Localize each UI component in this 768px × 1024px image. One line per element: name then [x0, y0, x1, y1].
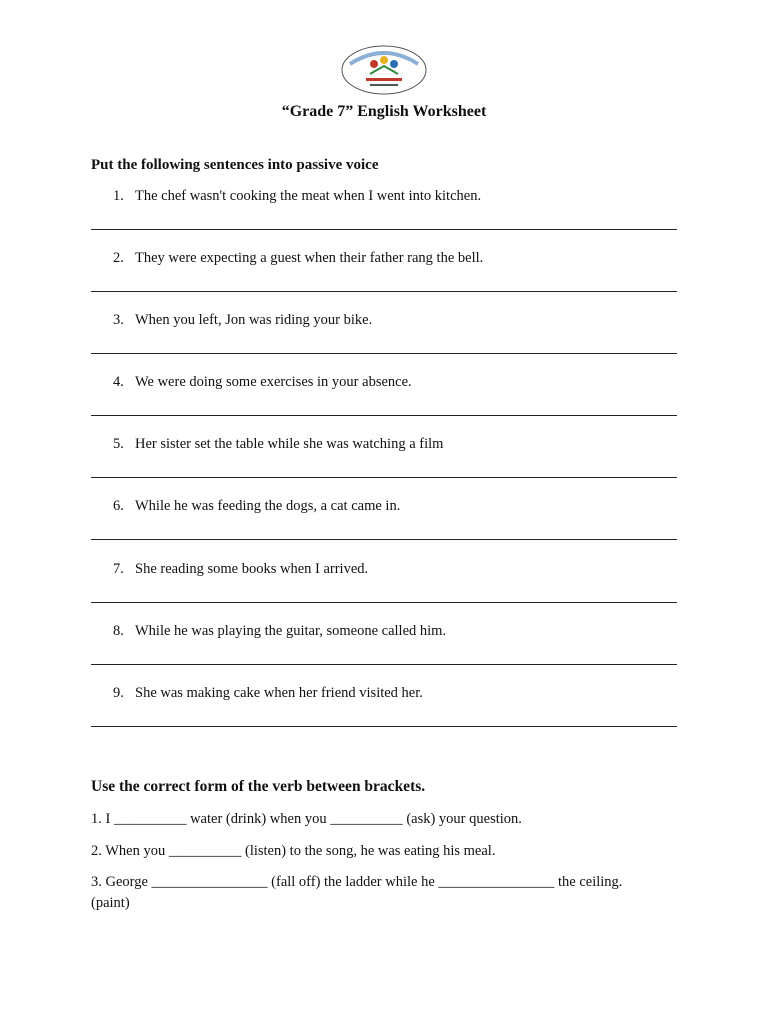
item-number: 5.: [113, 436, 124, 453]
item-sentence: While he was playing the guitar, someone called him.: [135, 622, 447, 639]
item-sentence: She was making cake when her friend visited her.: [135, 684, 423, 701]
answer-line[interactable]: [91, 229, 677, 230]
passive-item-1: [91, 183, 681, 245]
passive-voice-heading: Put the following sentences into passive voice: [91, 157, 379, 173]
passive-item-2: [91, 245, 681, 307]
answer-line[interactable]: [91, 539, 677, 540]
answer-line[interactable]: [91, 664, 677, 665]
item-sentence: We were doing some exercises in your absence.: [135, 374, 412, 391]
answer-line[interactable]: [91, 415, 677, 416]
item-sentence: They were expecting a guest when their father rang the bell.: [135, 250, 484, 267]
passive-item-8: [91, 618, 681, 680]
item-sentence: While he was feeding the dogs, a cat came in.: [135, 498, 401, 515]
passive-item-4: [91, 369, 681, 431]
item-number: 8.: [113, 622, 124, 639]
verb-item-1: 1. I __________ water (drink) when you __________ (ask) your question.: [91, 811, 522, 827]
item-sentence: She reading some books when I arrived.: [135, 560, 369, 577]
passive-item-9: [91, 680, 681, 742]
passive-item-5: [91, 431, 681, 493]
verb-form-heading: Use the correct form of the verb between brackets.: [91, 778, 426, 795]
passive-item-6: [91, 493, 681, 555]
item-number: 2.: [113, 250, 124, 267]
item-number: 1.: [113, 188, 124, 204]
answer-line[interactable]: [91, 353, 677, 354]
answer-line[interactable]: [91, 477, 677, 478]
item-number: 7.: [113, 560, 124, 577]
worksheet-title: “Grade 7” English Worksheet: [281, 103, 487, 120]
school-logo: [340, 44, 428, 96]
item-number: 4.: [113, 374, 124, 391]
item-sentence: When you left, Jon was riding your bike.: [135, 312, 373, 329]
verb-item-3: 3. George ________________ (fall off) the ladder while he ________________ the ceiling. (paint): [91, 874, 623, 911]
item-sentence: Her sister set the table while she was watching a film: [135, 436, 444, 453]
item-sentence: The chef wasn't cooking the meat when I went into kitchen.: [135, 188, 482, 204]
passive-voice-list: [91, 183, 681, 742]
passive-item-7: [91, 556, 681, 618]
item-number: 3.: [113, 312, 124, 329]
verb-item-2: 2. When you __________ (listen) to the song, he was eating his meal.: [91, 843, 496, 859]
answer-line[interactable]: [91, 291, 677, 292]
answer-line[interactable]: [91, 726, 677, 727]
passive-item-3: [91, 307, 681, 369]
answer-line[interactable]: [91, 602, 677, 603]
item-number: 6.: [113, 498, 124, 515]
item-number: 9.: [113, 684, 124, 701]
